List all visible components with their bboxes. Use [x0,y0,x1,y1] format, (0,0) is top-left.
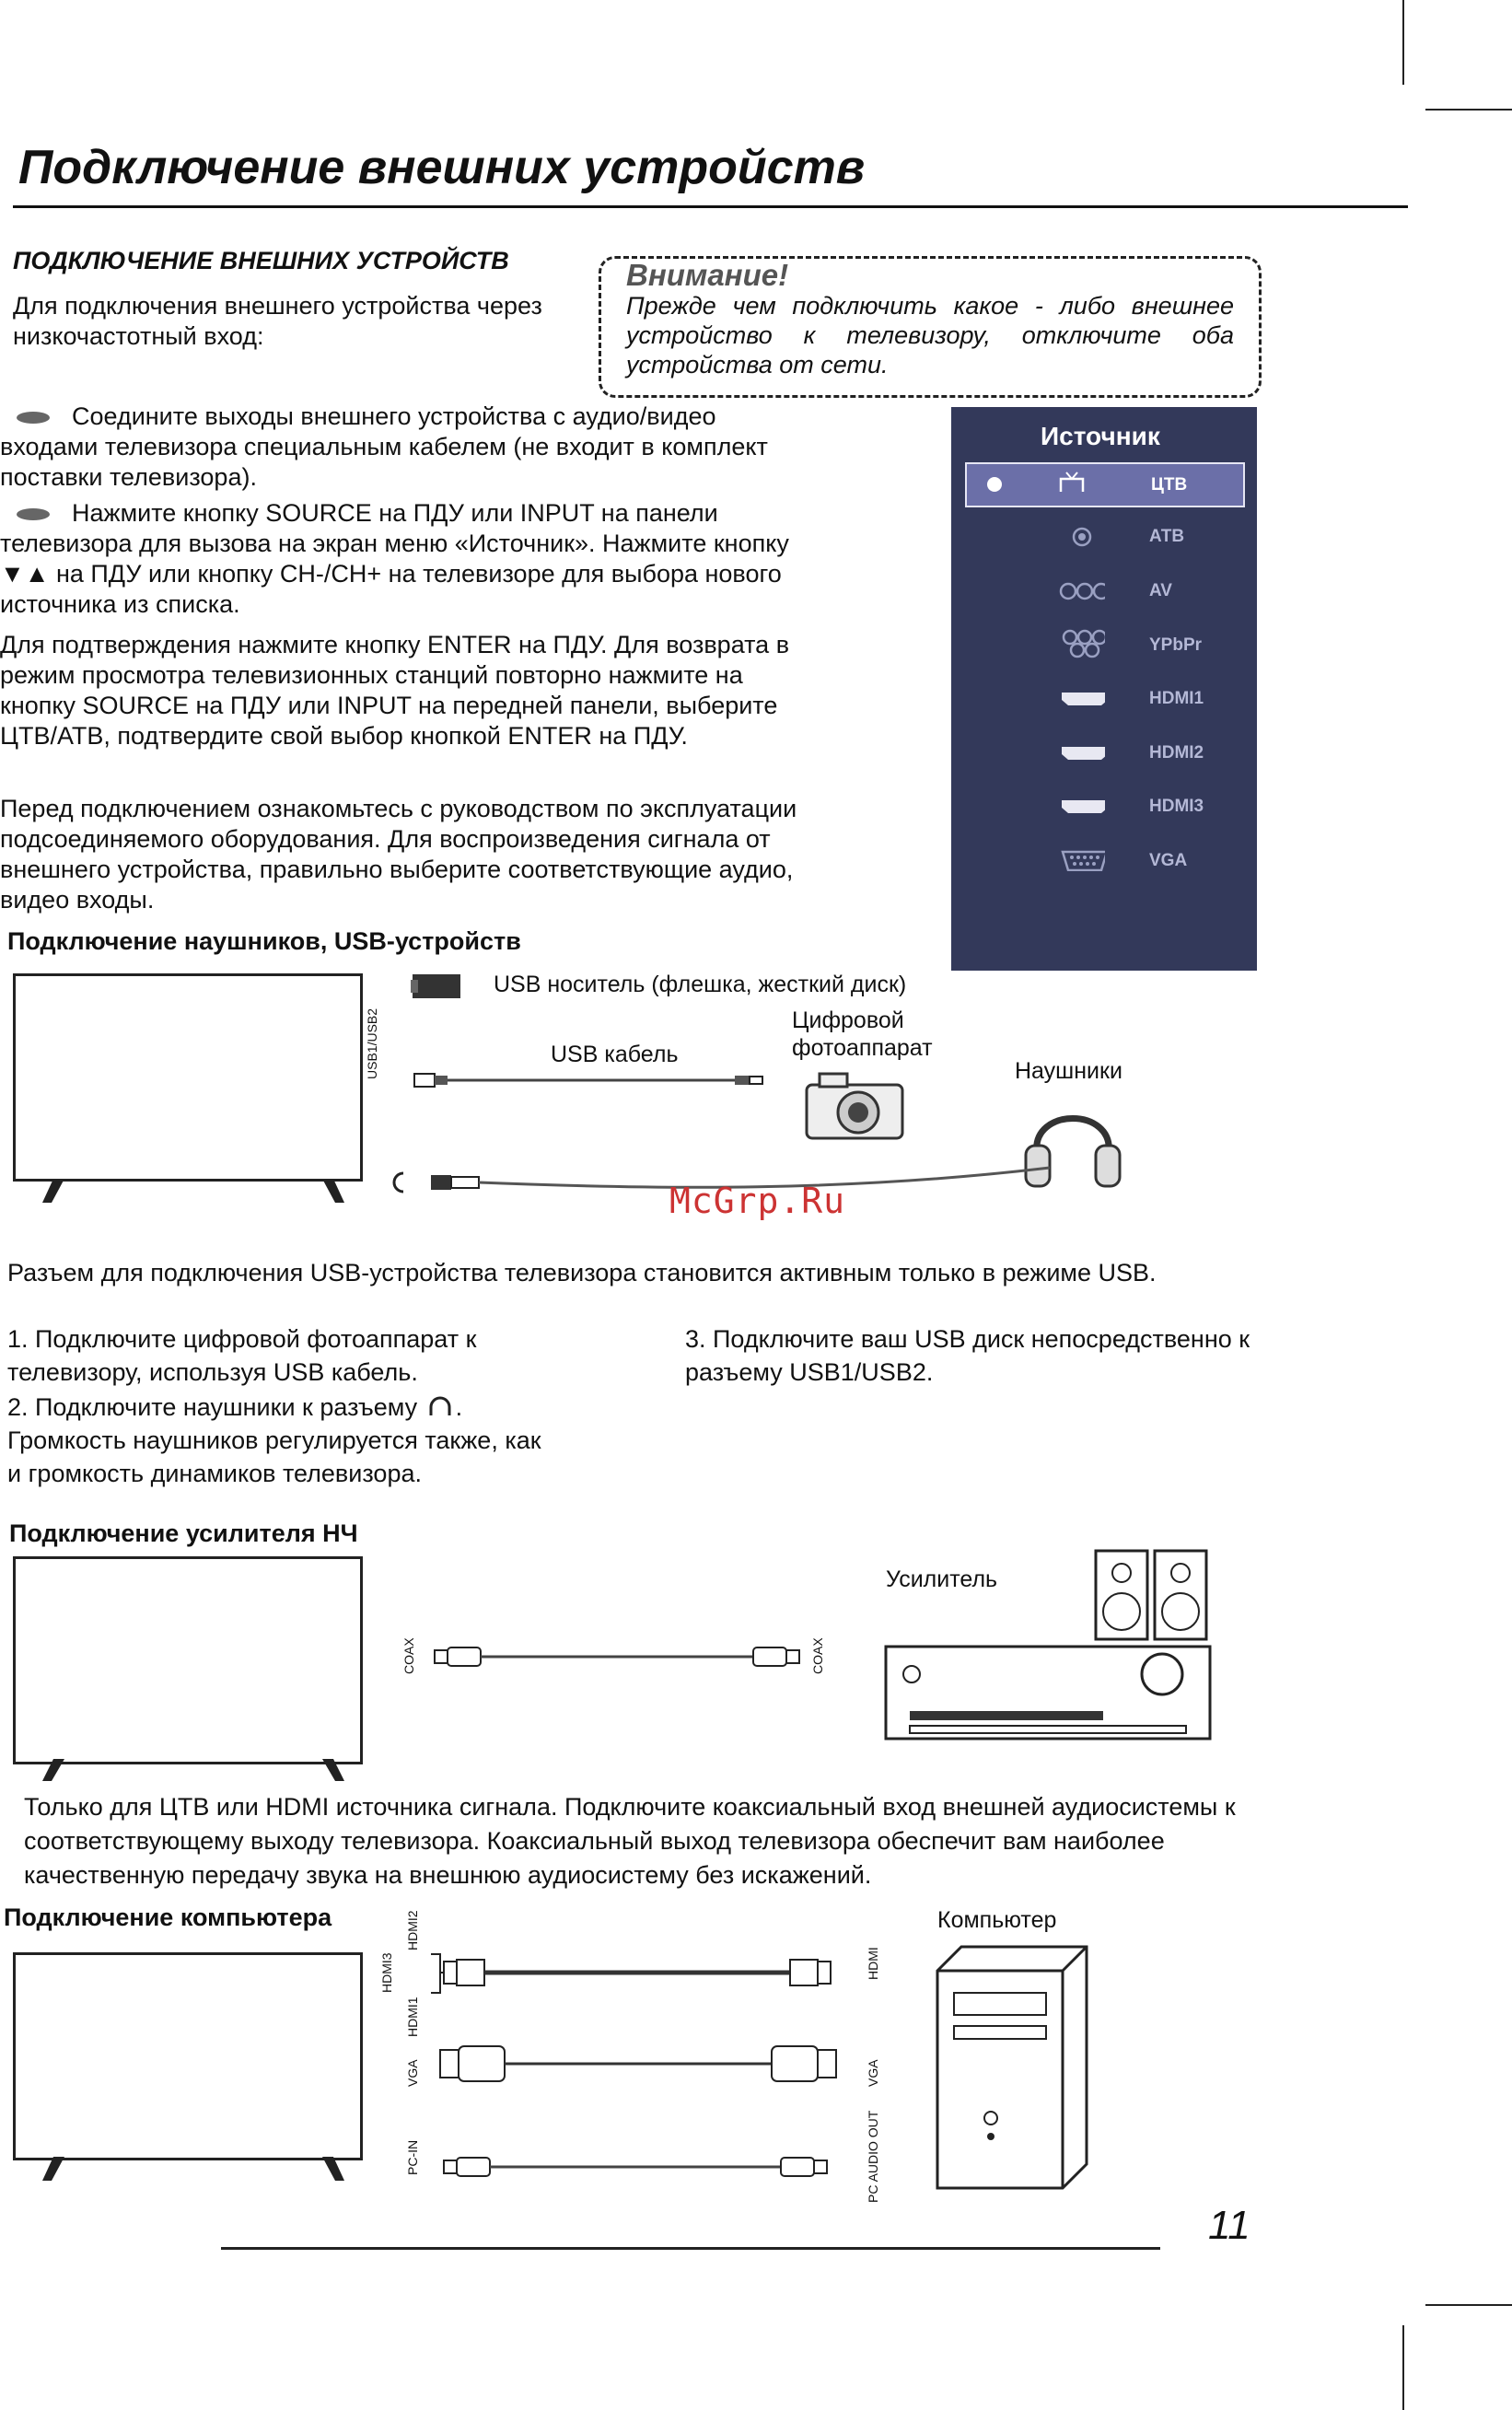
tv-icon [1050,470,1096,492]
usb-cable-label: USB кабель [551,1042,679,1067]
source-item-label: AV [1149,581,1172,600]
bullet-icon [17,508,50,520]
usb-drive-icon [411,971,464,1002]
tv-usb-diagram [13,973,363,1182]
vga-port-icon [1059,849,1105,871]
source-item-label: HDMI1 [1149,689,1204,708]
crop-mark [1425,109,1512,111]
step-1-text: Соедините выходы внешнего устройства с аудио/видео входами телевизора специальным кабелем (не входит в комплект поставки телевизора). [0,402,768,491]
usb-port-label: USB1/USB2 [365,1007,379,1079]
attention-heading: Внимание! [626,258,789,292]
attention-text: Прежде чем подключить какое - либо внешнее устройство к телевизору, отключите оба устройства от сети. [626,292,1234,378]
title-rule [13,205,1408,208]
tv-stand-icon [37,2153,350,2186]
av-jacks-icon [1059,579,1105,601]
component-jacks-icon [1059,628,1105,659]
source-item-label: ЦТВ [1151,475,1188,495]
source-menu-title: Источник [1041,422,1160,450]
intro-text: Для подключения внешнего устройства через низкочастотный вход: [13,292,542,350]
computer-label: Компьютер [937,1907,1057,1933]
source-item-hdmi3[interactable] [965,786,1241,827]
camera-label: Цифровой фотоаппарат [792,1007,933,1061]
pc-cables-icon [431,1943,855,2210]
pc-port-audio-out: PC AUDIO OUT [866,2110,880,2203]
before-paragraph: Перед подключением ознакомьтесь с руководством по эксплуатации подсоединяемого оборудования. Для воспроизведения сигнала от внешнего устройства, правильно выберите соответствующие аудио, видео входы. [0,795,797,914]
usb-note: Разъем для подключения USB-устройства телевизора становится активным только в режиме USB. [7,1259,1157,1286]
amp-section-heading: Подключение усилителя НЧ [9,1519,358,1547]
tv-stand-icon [37,1757,350,1785]
tv-port-pc-in: PC-IN [405,2139,420,2175]
source-item-vga[interactable] [965,840,1241,881]
source-item-ypbpr[interactable] [965,624,1241,666]
amplifier-icon [882,1547,1215,1748]
crop-mark [1425,2304,1512,2306]
tv-port-hdmi1: HDMI1 [405,1997,420,2037]
source-item-label: АТВ [1149,527,1185,546]
footer-rule [221,2247,1160,2250]
usb-section-heading: Подключение наушников, USB-устройств [7,927,521,955]
tv-port-vga: VGA [405,2059,420,2087]
tv-coax-label: COAX [401,1637,416,1674]
crop-mark [1402,0,1404,85]
usb-item-2-suffix: . Громкость наушников регулируется также, как и громкость динамиков телевизора. [7,1393,541,1487]
source-item-hdmi1[interactable] [965,678,1241,719]
tv-amp-diagram [13,1556,363,1764]
tv-pc-diagram [13,1952,363,2160]
usb-cable-icon [413,1066,770,1094]
headphone-jack-icon [426,1395,454,1419]
source-item-av[interactable] [965,570,1241,611]
source-item-atv[interactable] [965,516,1241,557]
source-item-label: VGA [1149,851,1188,870]
hdmi-port-icon [1059,795,1105,817]
hdmi-port-icon [1059,741,1105,763]
headphones-label: Наушники [1015,1058,1122,1084]
tv-port-hdmi3: HDMI3 [379,1952,394,1993]
antenna-icon [1059,525,1105,547]
step-2-text: Нажмите кнопку SOURCE на ПДУ или INPUT на панели телевизора для вызова на экран меню «Источник». Нажмите кнопку ▼▲ на ПДУ или кнопку CH-/CH+ на телевизоре для выбора нового источника из списка. [0,499,789,618]
source-item-label: HDMI3 [1149,797,1204,816]
confirm-paragraph: Для подтверждения нажмите кнопку ENTER на ПДУ. Для возврата в режим просмотра телевизионных станций повторно нажмите на кнопку SOURCE на ПДУ или INPUT на передней панели, выберите ЦТВ/АТВ, подтвердите свой выбор кнопкой ENTER на ПДУ. [0,631,790,750]
usb-item-3: 3. Подключите ваш USB диск непосредственно к разъему USB1/USB2. [685,1325,1250,1386]
page-number: 11 [1208,2203,1250,2248]
selected-dot-icon [987,477,1002,492]
usb-item-1: 1. Подключите цифровой фотоаппарат к телевизору, используя USB кабель. [7,1325,477,1386]
step-1 [0,402,820,493]
camera-icon [801,1068,908,1142]
amp-label: Усилитель [886,1566,998,1592]
source-item-label: YPbPr [1149,635,1203,655]
bullet-icon [17,412,50,424]
hdmi-port-icon [1059,687,1105,709]
tv-stand-icon [37,1175,350,1208]
computer-tower-icon [934,1943,1090,2192]
usb-item-2-prefix: 2. Подключите наушники к разъему [7,1393,418,1421]
usb-drive-label: USB носитель (флешка, жесткий диск) [494,972,907,997]
pc-port-hdmi: HDMI [866,1947,880,1980]
intro-heading: ПОДКЛЮЧЕНИЕ ВНЕШНИХ УСТРОЙСТВ [13,247,509,274]
crop-mark [1402,2325,1404,2410]
usb-item-2 [7,1391,560,1490]
pc-section-heading: Подключение компьютера [4,1904,332,1931]
amp-note: Только для ЦТВ или HDMI источника сигнала. Подключите коаксиальный вход внешней аудиосистемы к соответствующему выходу телевизора. Коаксиальный выход телевизора обеспечит вам наиболее качественную передачу звука на внешнюю аудиосистему без искажений. [24,1793,1236,1889]
page-title: Подключение внешних устройств [18,141,866,194]
source-item-dtv[interactable] [965,462,1245,507]
step-2 [0,498,820,620]
tv-port-hdmi2: HDMI2 [405,1910,420,1950]
amp-coax-label: COAX [810,1637,825,1674]
watermark: McGrp.Ru [669,1181,846,1221]
pc-port-vga: VGA [866,2059,880,2087]
coax-cable-icon [433,1643,801,1671]
source-item-label: HDMI2 [1149,743,1204,763]
source-item-hdmi2[interactable] [965,732,1241,774]
